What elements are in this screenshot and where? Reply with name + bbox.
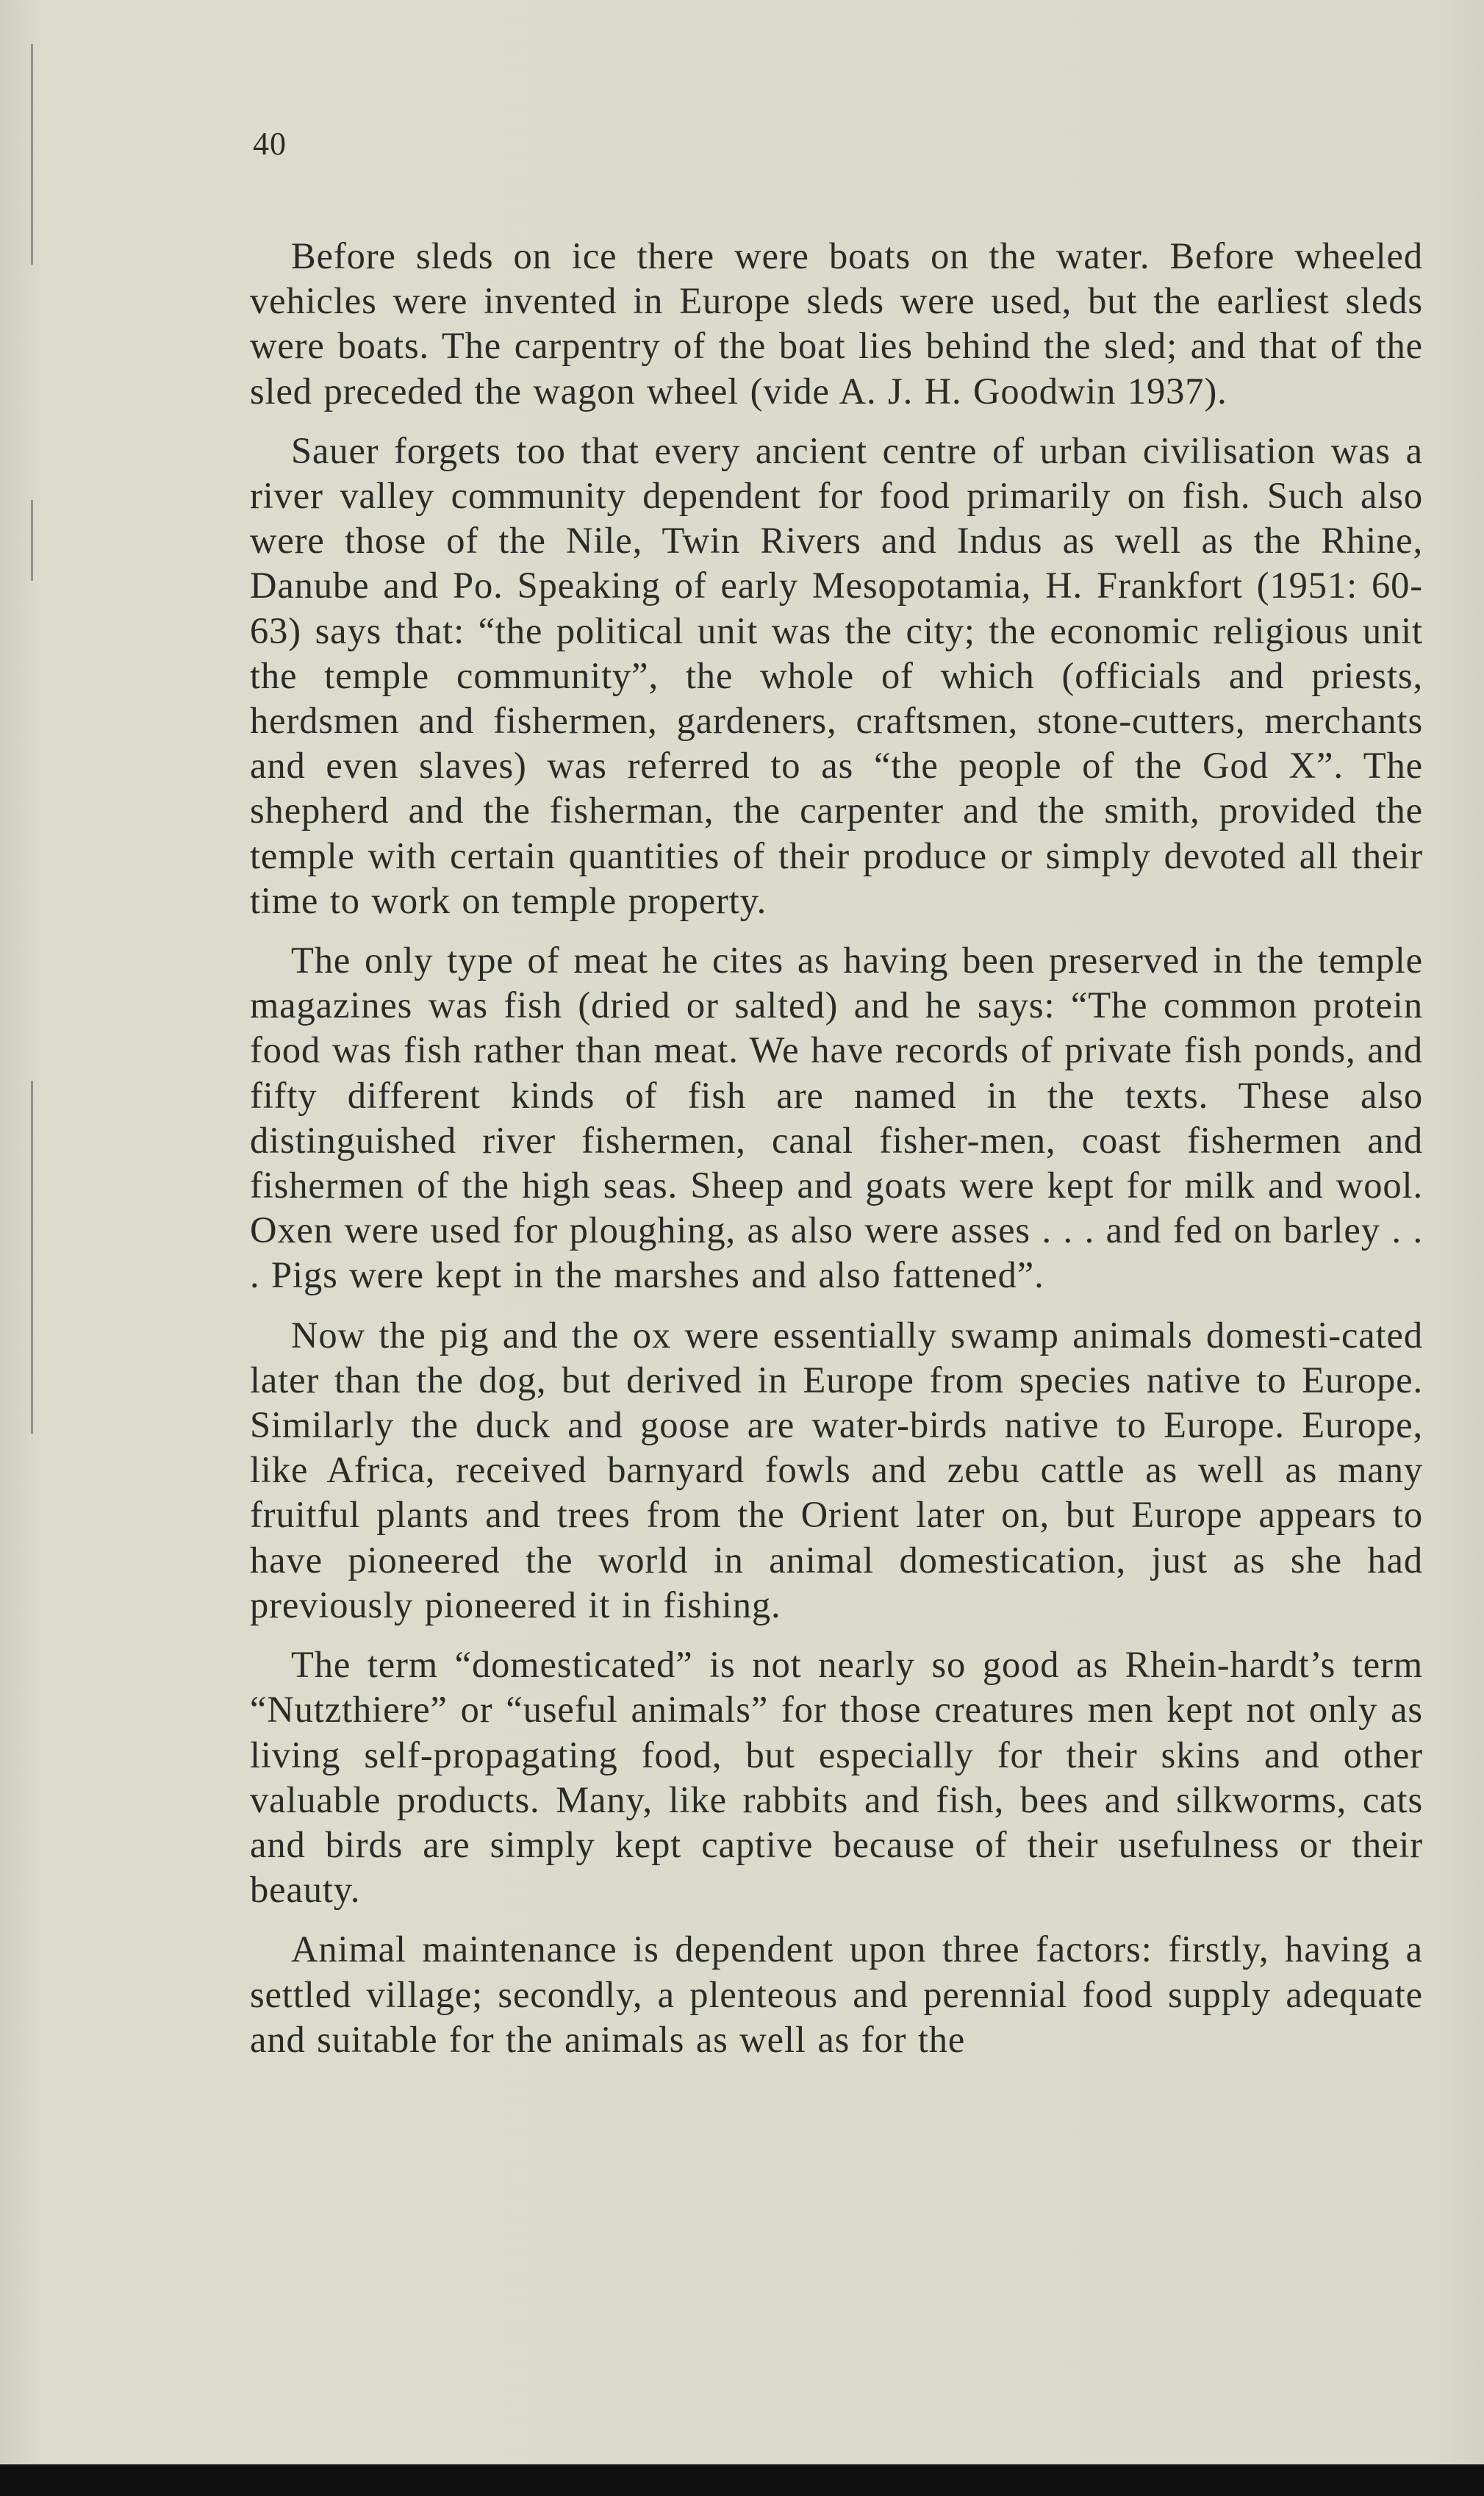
paragraph: Before sleds on ice there were boats on the water. Before wheeled vehicles were invented in Europe sleds were used, but the earliest sleds were boats. The carpentry of the boat lies behind the sled; and that of the sled preceded the wagon wheel (vide A. J. H. Goodwin 1937).: [250, 235, 1423, 412]
paragraph: Animal maintenance is dependent upon three factors: firstly, having a settled village; secondly, a plenteous and perennial food supply adequate and suitable for the animals as well as for the: [250, 1928, 1423, 2060]
margin-rule: [31, 44, 33, 265]
paragraph: Sauer forgets too that every ancient centre of urban civilisation was a river valley community dependent for food primarily on fish. Such also were those of the Nile, Twin Rivers and Indus as well as the Rhine, Danube and Po. Speaking of early Mesopotamia, H. Frankfort (1951: 60-63) says that: “the political unit was the city; the economic religious unit the temple community”, the whole of which (officials and priests, herdsmen and fishermen, gardeners, craftsmen, stone-cutters, merchants and even slaves) was referred to as “the people of the God X”. The shepherd and the fisherman, the carpenter and the smith, provided the temple with certain quantities of their produce or simply devoted all their time to work on temple property.: [250, 429, 1423, 921]
margin-rule: [31, 1081, 33, 1434]
body-text: [250, 234, 1423, 2077]
paragraph: The term “domesticated” is not nearly so good as Rhein-hardt’s term “Nutzthiere” or “useful animals” for those creatures men kept not only as living self-propagating food, but especially for their skins and other valuable products. Many, like rabbits and fish, bees and silkworms, cats and birds are simply kept captive because of their usefulness or their beauty.: [250, 1644, 1423, 1911]
paragraph: Now the pig and the ox were essentially swamp animals domesti-cated later than the dog, but derived in Europe from species native to Europe. Similarly the duck and goose are water-birds native to Europe. Europe, like Africa, received barnyard fowls and zebu cattle as well as many fruitful plants and trees from the Orient later on, but Europe appears to have pioneered the world in animal domestication, just as she had previously pioneered it in fishing.: [250, 1314, 1423, 1626]
page-number: 40: [253, 126, 287, 162]
paragraph: The only type of meat he cites as having been preserved in the temple magazines was fish (dried or salted) and he says: “The common protein food was fish rather than meat. We have records of private fish ponds, and fifty different kinds of fish are named in the texts. These also distinguished river fishermen, canal fisher-men, coast fishermen and fishermen of the high seas. Sheep and goats were kept for milk and wool. Oxen were used for ploughing, as also were asses . . . and fed on barley . . . Pigs were kept in the marshes and also fattened”.: [250, 940, 1423, 1296]
scan-bottom-edge: [0, 2464, 1484, 2496]
margin-rule: [31, 500, 33, 581]
